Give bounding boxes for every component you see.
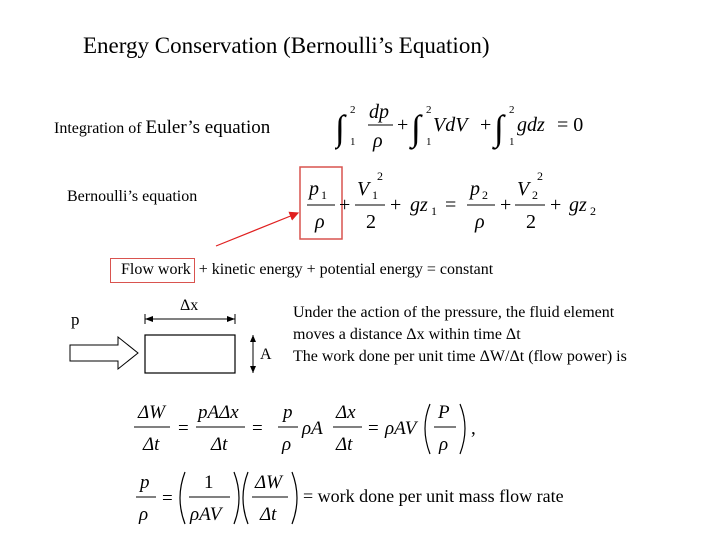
svg-text:1: 1 (321, 188, 327, 202)
area-label: A (260, 346, 272, 363)
svg-text:2: 2 (526, 211, 536, 233)
svg-text:1: 1 (204, 472, 214, 493)
svg-text:Δt: Δt (143, 434, 160, 455)
svg-text:Δt: Δt (260, 504, 277, 525)
euler-label-small: Integration of (54, 120, 142, 137)
svg-text:Δx: Δx (336, 402, 356, 423)
svg-text:p: p (140, 472, 150, 493)
svg-text:1: 1 (509, 136, 515, 148)
svg-text:Δt: Δt (211, 434, 228, 455)
dp-numerator: dp (369, 101, 389, 123)
svg-text:ρAV: ρAV (190, 504, 222, 525)
equals-zero: = 0 (557, 114, 584, 136)
dx-label: Δx (180, 297, 199, 314)
svg-text:ρ: ρ (139, 504, 149, 525)
bernoulli-label: Bernoulli’s equation (67, 188, 198, 205)
p2-numerator: p (470, 178, 480, 200)
integral-sign-1: ∫ (335, 108, 345, 148)
rho-denominator: ρ (315, 211, 325, 233)
integral-sign-3: ∫ (494, 108, 504, 148)
v1-squared: V (357, 178, 370, 200)
integral-sign-2: ∫ (411, 108, 421, 148)
svg-text:2: 2 (537, 169, 543, 183)
plus-sign: + (397, 114, 409, 136)
svg-text:=: = (162, 488, 173, 509)
integral-lower-limit-1: 1 (350, 136, 356, 148)
flow-power-equation (130, 398, 490, 460)
integral-upper-limit-1: 2 (350, 104, 356, 116)
svg-text:ρ: ρ (282, 434, 292, 455)
svg-text:=: = (252, 418, 263, 439)
gz2-term: gz (569, 194, 587, 216)
svg-text:1: 1 (372, 188, 378, 202)
svg-text:2: 2 (377, 169, 383, 183)
svg-text:ΔW: ΔW (138, 402, 165, 423)
flow-work-rest: + kinetic energy + potential energy = constant (198, 261, 494, 278)
svg-text:2: 2 (590, 204, 596, 218)
svg-text:2: 2 (482, 188, 488, 202)
rho-denominator: ρ (373, 130, 383, 152)
svg-text:ρAV: ρAV (385, 418, 417, 439)
svg-text:pAΔx: pAΔx (198, 402, 239, 423)
pressure-label: p (71, 310, 80, 329)
plus-sign: + (480, 114, 492, 136)
plus-sign: + (390, 194, 402, 216)
svg-text:1: 1 (426, 136, 432, 148)
plus-sign: + (500, 194, 512, 216)
plus-sign: + (339, 194, 351, 216)
svg-text:2: 2 (509, 104, 515, 116)
flow-work-boxed: Flow work (110, 258, 195, 283)
fluid-element-box (145, 335, 235, 373)
svg-text:2: 2 (426, 104, 432, 116)
description-line-1: Under the action of the pressure, the fluid element (293, 304, 615, 321)
svg-text:ρ: ρ (475, 211, 485, 233)
equals-sign: = (445, 194, 457, 216)
gdz-term: gdz (517, 114, 545, 136)
v2-squared: V (517, 178, 530, 200)
vdv-term: VdV (433, 114, 468, 136)
svg-text:p: p (283, 402, 293, 423)
work-per-mass-text: = work done per unit mass flow rate (303, 486, 564, 506)
svg-text:=: = (368, 418, 379, 439)
flow-work-line (110, 258, 493, 283)
svg-text:2: 2 (532, 188, 538, 202)
two-denominator: 2 (366, 211, 376, 233)
euler-label-big: Euler’s equation (145, 117, 271, 138)
gz1-term: gz (410, 194, 428, 216)
page-title: Energy Conservation (Bernoulli’s Equation) (83, 33, 490, 58)
plus-sign: + (550, 194, 562, 216)
svg-text:1: 1 (431, 204, 437, 218)
svg-text:P: P (438, 402, 450, 423)
svg-text:ΔW: ΔW (255, 472, 282, 493)
svg-text:ρ: ρ (439, 434, 449, 455)
description-line-3: The work done per unit time ΔW/Δt (flow power) is (293, 348, 627, 365)
svg-text:=: = (178, 418, 189, 439)
work-per-mass-equation (130, 466, 305, 530)
fluid-element-diagram (60, 295, 290, 385)
svg-text:,: , (471, 418, 476, 439)
p1-numerator: p (309, 178, 319, 200)
svg-text:Δt: Δt (336, 434, 353, 455)
pressure-arrow-icon (70, 337, 138, 369)
description-block (293, 302, 627, 368)
description-line-2: moves a distance Δx within time Δt (293, 326, 521, 343)
svg-text:ρA: ρA (302, 418, 323, 439)
